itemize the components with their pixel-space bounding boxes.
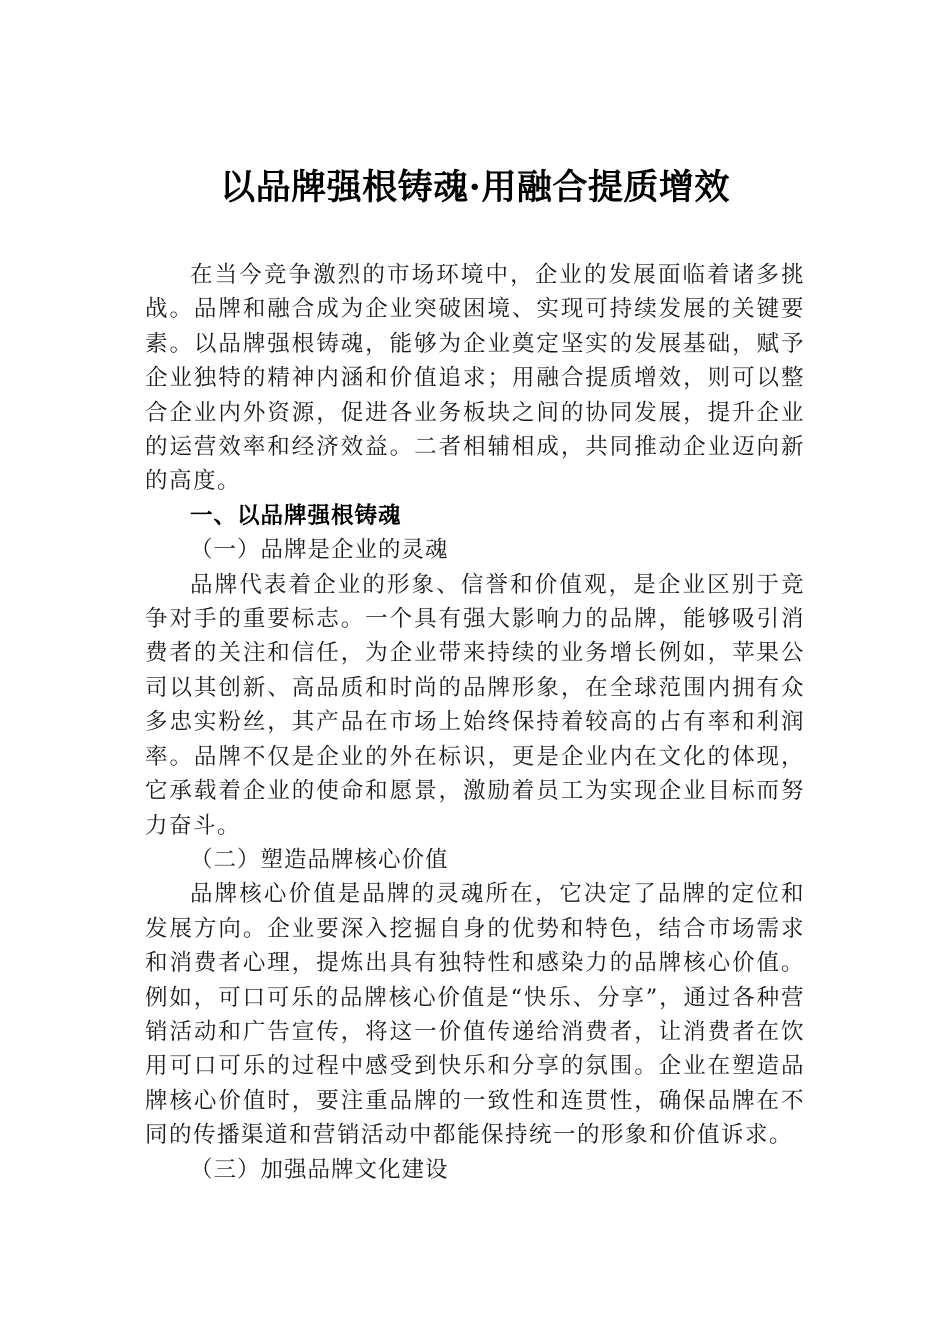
subsection-paragraph-1: 品牌代表着企业的形象、信誉和价值观，是企业区别于竞争对手的重要标志。一个具有强大影响力的品牌，能够吸引消费者的关注和信任，为企业带来持续的业务增长例如，苹果公司以其创新、高品质和时尚的品牌形象，在全球范围内拥有众多忠实粉丝，其产品在市场上始终保持着较高的占有率和利润率。品牌不仅是企业的外在标识，更是企业内在文化的体现，它承载着企业的使命和愿景，激励着员工为实现企业目标而努力奋斗。 [145,571,805,839]
subsection-heading-3: （三）加强品牌文化建设 [190,1156,449,1183]
document-body [145,258,805,1187]
subsection-paragraph-2: 品牌核心价值是品牌的灵魂所在，它决定了品牌的定位和发展方向。企业要深入挖掘自身的优势和特色，结合市场需求和消费者心理，提炼出具有独特性和感染力的品牌核心价值。例如，可口可乐的品牌核心价值是“快乐、分享”，通过各种营销活动和广告宣传，将这一价值传递给消费者，让消费者在饮用可口可乐的过程中感受到快乐和分享的氛围。企业在塑造品牌核心价值时，要注重品牌的一致性和连贯性，确保品牌在不同的传播渠道和营销活动中都能保持统一的形象和价值诉求。 [145,881,805,1149]
section-heading-1: 一、以品牌强根铸魂 [190,502,402,529]
subsection-heading-2: （二）塑造品牌核心价值 [190,846,449,873]
document-title: 以品牌强根铸魂·用融合提质增效 [220,167,730,208]
intro-paragraph: 在当今竞争激烈的市场环境中，企业的发展面临着诸多挑战。品牌和融合成为企业突破困境、实现可持续发展的关键要素。以品牌强根铸魂，能够为企业奠定坚实的发展基础，赋予企业独特的精神内涵和价值追求；用融合提质增效，则可以整合企业内外资源，促进各业务板块之间的协同发展，提升企业的运营效率和经济效益。二者相辅相成，共同推动企业迈向新的高度。 [145,262,805,495]
subsection-heading-1: （一）品牌是企业的灵魂 [190,537,449,564]
